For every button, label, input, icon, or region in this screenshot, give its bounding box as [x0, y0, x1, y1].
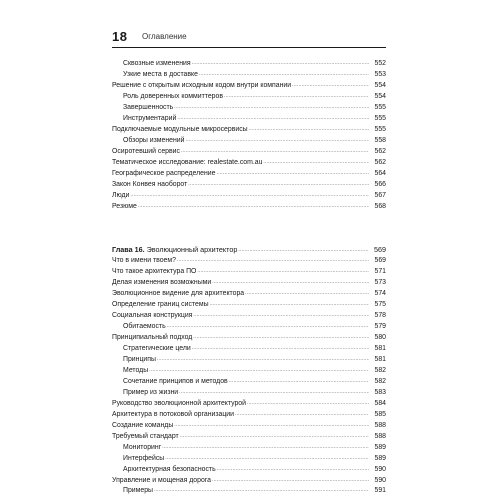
toc-entry-title: Сквозные изменения	[123, 60, 191, 67]
toc-entry-title: Сочетание принципов и методов	[123, 378, 228, 385]
toc-page-number: 555	[374, 104, 386, 111]
toc-page-number: 589	[374, 455, 386, 462]
toc-page-number: 590	[374, 466, 386, 473]
toc-page-number: 583	[374, 389, 386, 396]
toc-page-number: 581	[374, 356, 386, 363]
toc-entry-title: Тематическое исследование: realestate.com.au	[112, 159, 263, 166]
toc-page-number: 591	[374, 487, 386, 494]
toc-entry-title: Архитектура в потоковой организации	[112, 411, 234, 418]
toc-page-number: 582	[374, 367, 386, 374]
toc-entry-title: Делая изменения возможными	[112, 279, 212, 286]
toc-entry-title: Закон Конвея наоборот	[112, 181, 188, 188]
page-number: 18	[112, 29, 128, 44]
toc-entry-title: Обитаемость	[123, 323, 166, 330]
toc-page-number: 564	[374, 170, 386, 177]
toc-entry-title: Руководство эволюционной архитектурой	[112, 400, 246, 407]
toc-page-number: 573	[374, 279, 386, 286]
toc-page-number: 589	[374, 444, 386, 451]
toc-entry-title: Люди	[112, 192, 130, 199]
toc-row	[112, 201, 386, 212]
toc-entry-title: Резюме	[112, 203, 137, 210]
toc-entry-title: Архитектурная безопасность	[123, 466, 216, 473]
toc-entry-title: Что в имени твоем?	[112, 257, 176, 264]
toc-entry-title: Осиротевший сервис	[112, 148, 180, 155]
toc-page-number: 581	[374, 345, 386, 352]
toc-entry-title: Создание команды	[112, 422, 174, 429]
toc-page-number: 552	[374, 60, 386, 67]
toc-entry-title: Узкие места в доставке	[123, 71, 198, 78]
toc-page-number: 567	[374, 192, 386, 199]
toc-entry-title: Примеры	[123, 487, 153, 494]
toc-entry-title: Интерфейсы	[123, 455, 165, 462]
toc-page-number: 571	[374, 268, 386, 275]
toc-entry-title: Требуемый стандарт	[112, 433, 179, 440]
toc-page-number: 569	[374, 257, 386, 264]
toc-entry-title: Методы	[123, 367, 149, 374]
toc-page-number: 569	[374, 245, 386, 254]
toc-page-number: 588	[374, 433, 386, 440]
toc-page-number: 562	[374, 159, 386, 166]
dot-leader	[154, 484, 369, 496]
toc-page-number: 582	[374, 378, 386, 385]
toc-entry-title: Эволюционное видение для архитектора	[112, 290, 245, 297]
toc-page-number: 554	[374, 82, 386, 89]
toc-page-number: 553	[374, 71, 386, 78]
dot-leader	[138, 200, 369, 212]
toc-page-number: 579	[374, 323, 386, 330]
toc-page-number: 568	[374, 203, 386, 210]
toc-page-number: 566	[374, 181, 386, 188]
toc-page-number: 584	[374, 400, 386, 407]
toc-entry-title: Принципы	[123, 356, 156, 363]
toc-page-number: 574	[374, 290, 386, 297]
toc-page-number: 555	[374, 126, 386, 133]
toc-row	[123, 485, 386, 496]
toc-entry-title: Социальная конструкция	[112, 312, 193, 319]
toc-entry-title: Инструментарий	[123, 115, 177, 122]
toc-entry-title: Пример из жизни	[123, 389, 179, 396]
toc-entry-title: Географическое распределение	[112, 170, 216, 177]
toc-entry-title: Обзоры изменений	[123, 137, 185, 144]
toc-page-number: 554	[374, 93, 386, 100]
toc-page-number: 555	[374, 115, 386, 122]
chapter-label: Глава 16.	[112, 245, 145, 254]
toc-page-number: 575	[374, 301, 386, 308]
toc-entry-title: Управление и мощеная дорога	[112, 477, 211, 484]
toc-entry-title: Определение границ системы	[112, 301, 209, 308]
toc-entry-title: Принципиальный подход	[112, 334, 193, 341]
toc-entry-title: Мониторинг	[123, 444, 162, 451]
toc-page-number: 588	[374, 422, 386, 429]
toc-page-number: 585	[374, 411, 386, 418]
running-title: Оглавление	[142, 32, 187, 41]
toc-entry-title: Роль доверенных коммиттеров	[123, 93, 223, 100]
chapter-title: Эволюционный архитектор	[146, 245, 238, 254]
page-header	[112, 27, 386, 48]
toc-entry-title: Что такое архитектура ПО	[112, 268, 197, 275]
toc-page-number: 578	[374, 312, 386, 319]
toc-page-number: 580	[374, 334, 386, 341]
toc-entry-title: Решение с открытым исходным кодом внутри компании	[112, 82, 292, 89]
toc-page-number: 590	[374, 477, 386, 484]
toc-entry-title: Завершенность	[123, 104, 174, 111]
toc-page-number: 558	[374, 137, 386, 144]
toc-entry-title: Стратегические цели	[123, 345, 191, 352]
toc-page-number: 562	[374, 148, 386, 155]
toc-entry-title: Подключаемые модульные микросервисы	[112, 126, 248, 133]
